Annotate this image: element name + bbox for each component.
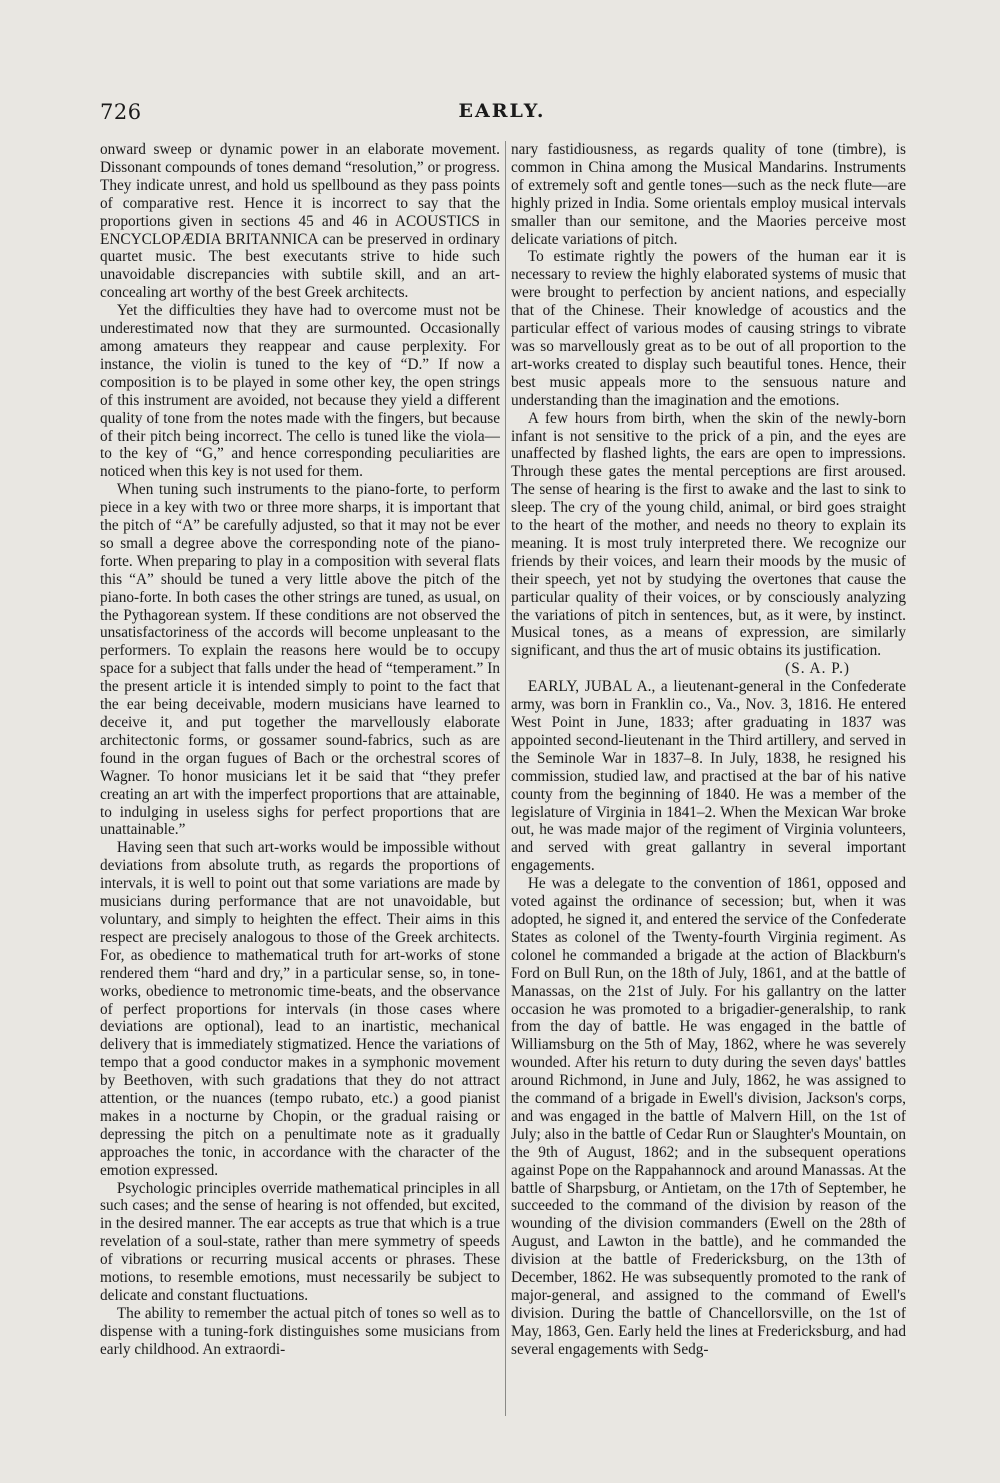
paragraph: He was a delegate to the convention of 1861, opposed and voted against the ordinance of secession; but, when it was adopted, he signed it, and entered the service of the Confederate States as colonel of the Twenty-fourth Virginia regiment. As colonel he commanded a brigade at the action of Blackburn's Ford on Bull Run, on the 18th of July, 1861, and at the battle of Manassas, on the 21st of July. For his gallantry on the latter occasion he was promoted to a brigadier-generalship, to rank from the day of battle. He was engaged in the battle of Williamsburg on the 5th of May, 1862, where he was severely wounded. After his return to duty during the seven days' battles around Richmond, in June and July, 1862, he was assigned to the command of a brigade in Ewell's division, Jackson's corps, and was engaged in the battle of Malvern Hill, on the 1st of July; also in the battle of Cedar Run or Slaughter's Mountain, on the 9th of August, 1862; and in the subsequent operations against Pope on the Rappahannock and around Manassas. At the battle of Sharpsburg, or Antietam, on the 17th of September, he succeeded to the command of the division by reason of the wounding of the division commanders (Ewell on the 28th of August, and Lawton in the battle), and he commanded the division at the battle of Fredericksburg, on the 13th of December, 1862. He was subsequently promoted to the rank of major-general, and assigned to the command of Ewell's division. During the battle of Chancellorsville, on the 1st of May, 1863, Gen. Early held the lines at Fredericksburg, and had several engagements with Sedg-	[511, 875, 906, 1358]
running-head: EARLY.	[458, 100, 546, 122]
entry-paragraph: EARLY, JUBAL A., a lieutenant-general in the Confederate army, was born in Franklin co., Va., Nov. 3, 1816. He entered West Point in June, 1833; after graduating in 1837 was appointed second-lieutenant in the Third artillery, and served in the Seminole War in 1837–8. In July, 1838, he resigned his commission, studied law, and practised at the bar of his native county from the beginning of 1840. He was a member of the legislature of Virginia in 1841–2. When the Mexican War broke out, he was made major of the regiment of Virginia volunteers, and served with great gallantry in several important engagements.	[511, 678, 906, 875]
author-initials: (S. A. P.)	[785, 660, 850, 678]
page-number: 726	[100, 100, 142, 124]
paragraph: nary fastidiousness, as regards quality of tone (timbre), is common in China among the Musical Mandarins. Instruments of extremely soft and gentle tones—such as the neck flute—are highly prized in India. Some orientals employ musical intervals smaller than our semitone, and the Maories perceive most delicate variations of pitch.	[511, 141, 906, 248]
paragraph: A few hours from birth, when the skin of the newly-born infant is not sensitive to the prick of a pin, and the eyes are unaffected by flashed lights, the ears are open to impressions. Through these gates the mental perceptions are first aroused. The sense of hearing is the first to awake and the last to sink to sleep. The cry of the young child, animal, or bird goes straight to the heart of the mother, and needs no theory to explain its meaning. It is most truly interpreted there. We recognize our friends by their voices, and learn their moods by the music of their speech, yet not by studying the overtones that cause the particular quality of their voices, or by consciously analyzing the variations of pitch in sentences, but, as it were, by instinct. Musical tones, as a means of expression, are similarly significant, and thus the art of music obtains its justification.	[511, 409, 906, 660]
page-header	[100, 100, 904, 136]
paragraph: Yet the difficulties they have had to overcome must not be underestimated now that they are surmounted. Occasionally among amateurs they reappear and cause perplexity. For instance, the violin is tuned to the key of “D.” If now a composition is to be played in some other key, the open strings of this instrument are avoided, not because they yield a different quality of tone from the notes made with the fingers, but because of their pitch being incorrect. The cello is tuned like the viola—to the key of “G,” and hence corresponding peculiarities are noticed when this key is not used for them.	[100, 302, 500, 481]
paragraph: To estimate rightly the powers of the human ear it is necessary to review the highly elaborated systems of music that were brought to perfection by ancient nations, and especially that of the Chinese. Their knowledge of acoustics and the particular effect of various modes of causing strings to vibrate was so marvellously great as to be out of all proportion to the art-works created to display such beautiful tones. Hence, their best music appeals more to the sensuous nature and understanding than the imagination and the emotions.	[511, 248, 906, 409]
paragraph: onward sweep or dynamic power in an elaborate movement. Dissonant compounds of tones demand “resolution,” or progress. They indicate unrest, and hold us spellbound as they pass points of comparative rest. Hence it is incorrect to say that the proportions given in sections 45 and 46 in ACOUSTICS in ENCYCLOPÆDIA BRITANNICA can be preserved in ordinary quartet music. The best executants strive to hide such unavoidable discrepancies with subtile skill, and an art-concealing art worthy of the best Greek architects.	[100, 141, 500, 302]
column-divider	[505, 141, 506, 1416]
paragraph: Having seen that such art-works would be impossible without deviations from absolute truth, as regards the proportions of intervals, it is well to point out that some variations are made by musicians during performance that are not unavoidable, but voluntary, and simply to heighten the effect. Their aims in this respect are precisely analogous to those of the Greek architects. For, as obedience to mathematical truth for art-works of stone rendered them “hard and dry,” in a particular sense, so, in tone-works, obedience to metronomic time-beats, and the observance of perfect proportions for intervals (in those cases where deviations are optional), lead to an inartistic, mechanical delivery that is immediately stigmatized. Hence the variations of tempo that a good conductor makes in a symphonic movement by Beethoven, with such gradations that they do not attract attention, or the nuances (tempo rubato, etc.) a good pianist makes in a nocturne by Chopin, or the gradual raising or depressing the pitch on a penultimate note as it gradually approaches the tonic, in accordance with the character of the emotion expressed.	[100, 839, 500, 1179]
left-column	[100, 141, 500, 1421]
paragraph: Psychologic principles override mathematical principles in all such cases; and the sense of hearing is not offended, but excited, in the desired manner. The ear accepts as true that which is a true revelation of a soul-state, rather than mere symmetry of speeds of vibrations or recurring musical accents or phrases. These motions, to resemble emotions, must necessarily be subject to delicate and constant fluctuations.	[100, 1179, 500, 1304]
paragraph: When tuning such instruments to the piano-forte, to perform piece in a key with two or three more sharps, it is important that the pitch of “A” be carefully adjusted, so that it may not be ever so small a degree above the corresponding note of the piano-forte. When preparing to play in a composition with several flats this “A” should be tuned a very little above the pitch of the piano-forte. In both cases the other strings are tuned, as usual, on the Pythagorean system. If these conditions are not observed the unsatisfactoriness of the accords will become unpleasant to the performers. To explain the reasons here would be to occupy space for a subject that falls under the head of “temperament.” In the present article it is intended simply to point to the fact that the ear being deceivable, modern musicians have learned to deceive it, and put together the marvellously elaborate architectonic forms, or gossamer sound-fabrics, such as are found in the organ fugues of Bach or the orchestral scores of Wagner. To honor musicians let it be said that “they prefer creating an art with the imperfect proportions that are attainable, to indulging in useless sighs for perfect proportions that are unattainable.”	[100, 481, 500, 839]
paragraph: The ability to remember the actual pitch of tones so well as to dispense with a tuning-fork distinguishes some musicians from early childhood. An extraordi-	[100, 1304, 500, 1358]
right-column	[511, 141, 906, 1421]
